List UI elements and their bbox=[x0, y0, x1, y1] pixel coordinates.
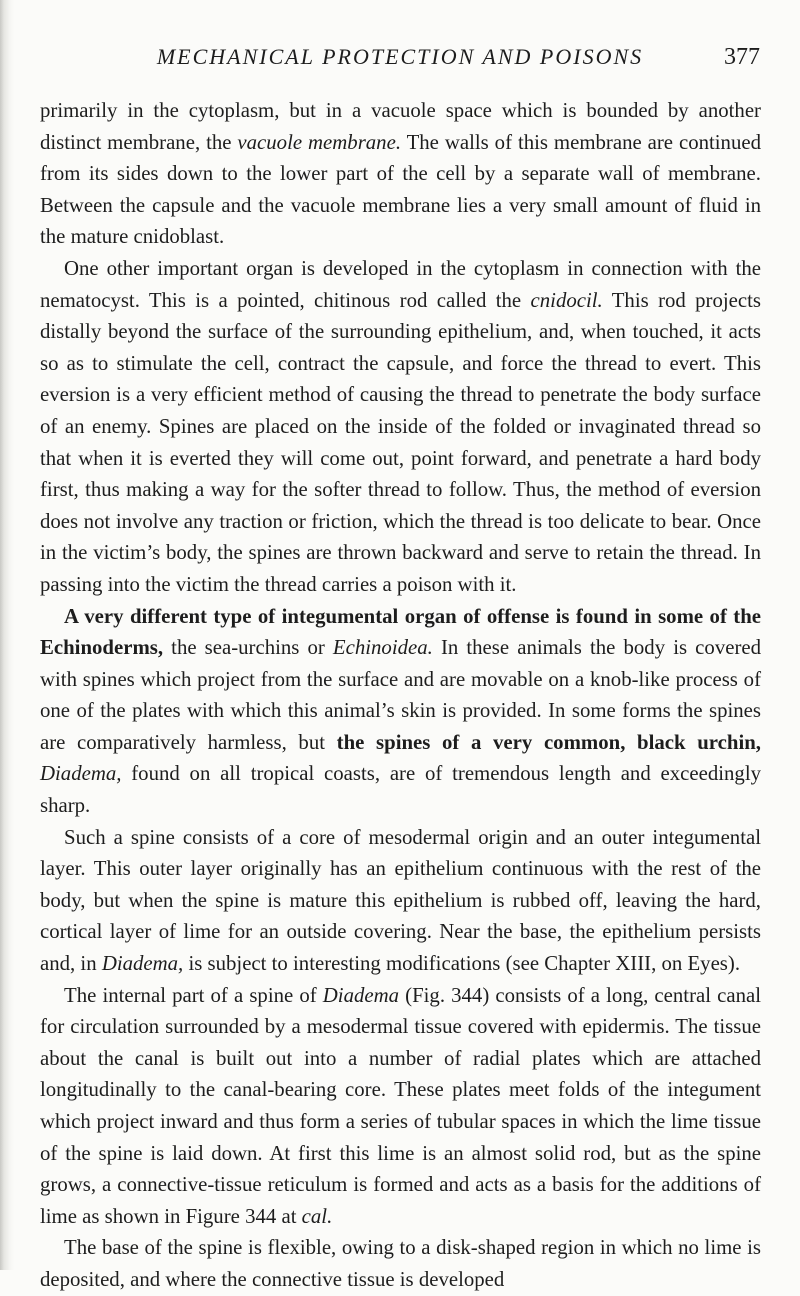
term-vacuole-membrane: vacuole membrane. bbox=[237, 130, 402, 154]
paragraph: A very different type of integumental organ of offense is found in some of the Echinoderms, the sea-urchins or Echinoidea. In these animals the body is covered with spines which project from the surface and are movable on a knob-like process of one of the plates with which this animal’s skin is provided. In some forms the spines are comparatively harmless, but the spines of a very common, black urchin, Diadema, found on all tropical coasts, are of tremendous length and exceedingly sharp. bbox=[40, 604, 761, 818]
body-text bbox=[40, 95, 761, 1296]
term-diadema: Diadema, bbox=[101, 952, 184, 976]
paragraph: The base of the spine is flexible, owing to a disk-shaped region in which no lime is deposited, and where the connective tissue is developed bbox=[40, 1236, 761, 1291]
term-diadema: Diadema bbox=[322, 983, 400, 1007]
paragraph: primarily in the cytoplasm, but in a vacuole space which is bounded by another distinct membrane, the vacuole membrane. The walls of this membrane are continued from its sides down to the lower part of the cell by a separate wall of membrane. Between the capsule and the vacuole membrane lies a very small amount of fluid in the mature cnidoblast. bbox=[40, 99, 761, 249]
paragraph: One other important organ is developed in the cytoplasm in connection with the nematocyst. This is a pointed, chitinous rod called the cnidocil. This rod projects distally beyond the surface of the surrounding epithelium, and, when touched, it acts so as to stimulate the cell, contract the capsule, and force the thread to evert. This eversion is a very efficient method of causing the thread to penetrate the body surface of an enemy. Spines are placed on the inside of the folded or invaginated thread so that when it is everted they will come out, point forward, and penetrate a hard body first, thus making a way for the softer thread to follow. Thus, the method of eversion does not involve any traction or friction, which the thread is too delicate to bear. Once in the victim’s body, the spines are thrown backward and serve to retain the thread. In passing into the victim the thread carries a poison with it. bbox=[40, 256, 761, 596]
paragraph: Such a spine consists of a core of mesodermal origin and an outer integumental layer. This outer layer originally has an epithelium continuous with the rest of the body, but when the spine is mature this epithelium is rubbed off, leaving the hard, cortical layer of lime for an outside covering. Near the base, the epithelium persists and, in Diadema, is subject to interesting modifications (see Chapter XIII, on Eyes). bbox=[40, 825, 761, 976]
page-gutter-shadow bbox=[0, 0, 14, 1270]
page-number: 377 bbox=[724, 44, 760, 70]
term-cal: cal. bbox=[301, 1204, 333, 1228]
term-diadema: Diadema, bbox=[40, 762, 122, 786]
page-header bbox=[40, 44, 760, 76]
paragraph: The internal part of a spine of Diadema (Fig. 344) consists of a long, central canal for circulation surrounded by a mesodermal tissue covered with epidermis. The tissue about the canal is built out into a number of radial plates which are attached longitudinally to the canal-bearing core. These plates meet folds of the integument which project inward and thus form a series of tubular spaces in which the lime tissue of the spine is laid down. At first this lime is an almost solid rod, but as the spine grows, a connective-tissue reticulum is formed and acts as a basis for the additions of lime as shown in Figure 344 at cal. bbox=[40, 983, 761, 1228]
term-cnidocil: cnidocil. bbox=[530, 288, 603, 312]
running-title: MECHANICAL PROTECTION AND POISONS bbox=[156, 44, 644, 69]
term-echinoidea: Echinoidea. bbox=[332, 636, 433, 660]
